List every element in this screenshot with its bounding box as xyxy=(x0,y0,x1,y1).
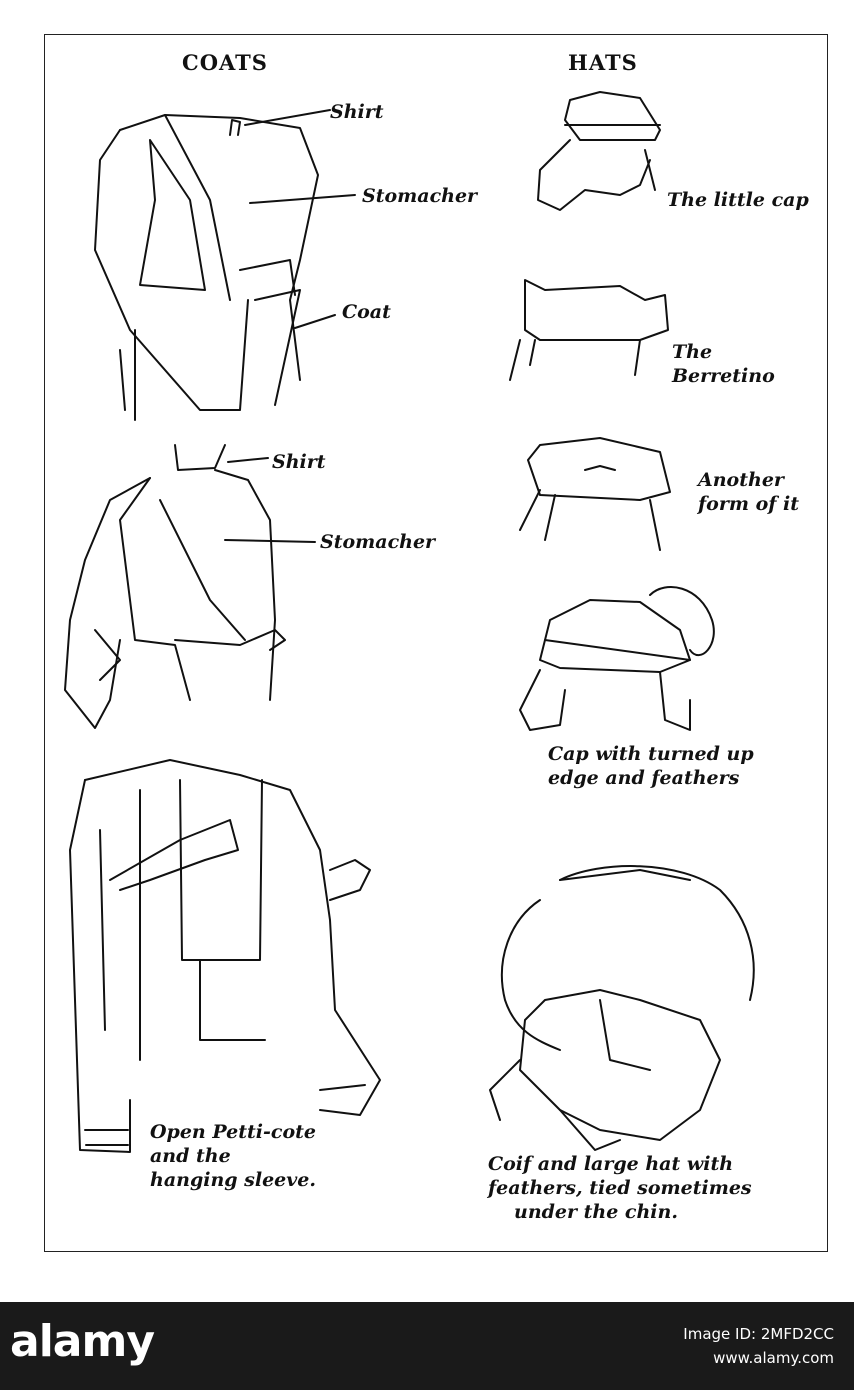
coat-figure-2 xyxy=(65,445,315,728)
label-shirt-1: Shirt xyxy=(330,101,384,123)
caption-cap-feathers-line-2: edge and feathers xyxy=(548,767,740,789)
caption-another-form-line-1: Another xyxy=(698,469,784,491)
coat-figure-3 xyxy=(70,760,380,1152)
caption-petticote xyxy=(150,1120,316,1192)
hat-coif-large xyxy=(490,866,754,1150)
caption-another-form xyxy=(698,468,799,516)
hat-feathers xyxy=(520,587,714,730)
caption-petticote-line-3: hanging sleeve. xyxy=(150,1169,316,1191)
label-stomacher-1: Stomacher xyxy=(362,185,478,207)
caption-berretino xyxy=(672,340,775,388)
caption-cap-feathers xyxy=(548,742,754,790)
hat-little-cap xyxy=(538,92,660,210)
caption-another-form-line-2: form of it xyxy=(698,493,800,515)
caption-coif-line-1: Coif and large hat with xyxy=(488,1153,734,1175)
caption-coif-line-3: under the chin. xyxy=(514,1201,678,1223)
footer-meta xyxy=(683,1322,834,1370)
hats-heading: HATS xyxy=(568,50,638,75)
label-stomacher-2: Stomacher xyxy=(320,531,436,553)
coats-heading: COATS xyxy=(182,50,268,75)
brand-logo: alamy xyxy=(10,1316,154,1367)
caption-berretino-line-1: The xyxy=(672,341,713,363)
caption-berretino-line-2: Berretino xyxy=(672,365,775,387)
watermark-footer xyxy=(0,1302,854,1390)
caption-petticote-line-1: Open Petti-cote xyxy=(150,1121,316,1143)
caption-coif-line-2: feathers, tied sometimes xyxy=(488,1177,752,1199)
site-url: www.alamy.com xyxy=(713,1349,834,1367)
hat-another-form xyxy=(520,438,670,550)
label-coat: Coat xyxy=(342,301,391,323)
coat-figure-1 xyxy=(95,110,355,420)
label-shirt-2: Shirt xyxy=(272,451,326,473)
hat-berretino xyxy=(510,280,668,380)
caption-coif xyxy=(488,1152,752,1224)
caption-petticote-line-2: and the xyxy=(150,1145,231,1167)
image-id: Image ID: 2MFD2CC xyxy=(683,1325,834,1343)
caption-cap-feathers-line-1: Cap with turned up xyxy=(548,743,754,765)
label-little-cap: The little cap xyxy=(667,189,809,211)
